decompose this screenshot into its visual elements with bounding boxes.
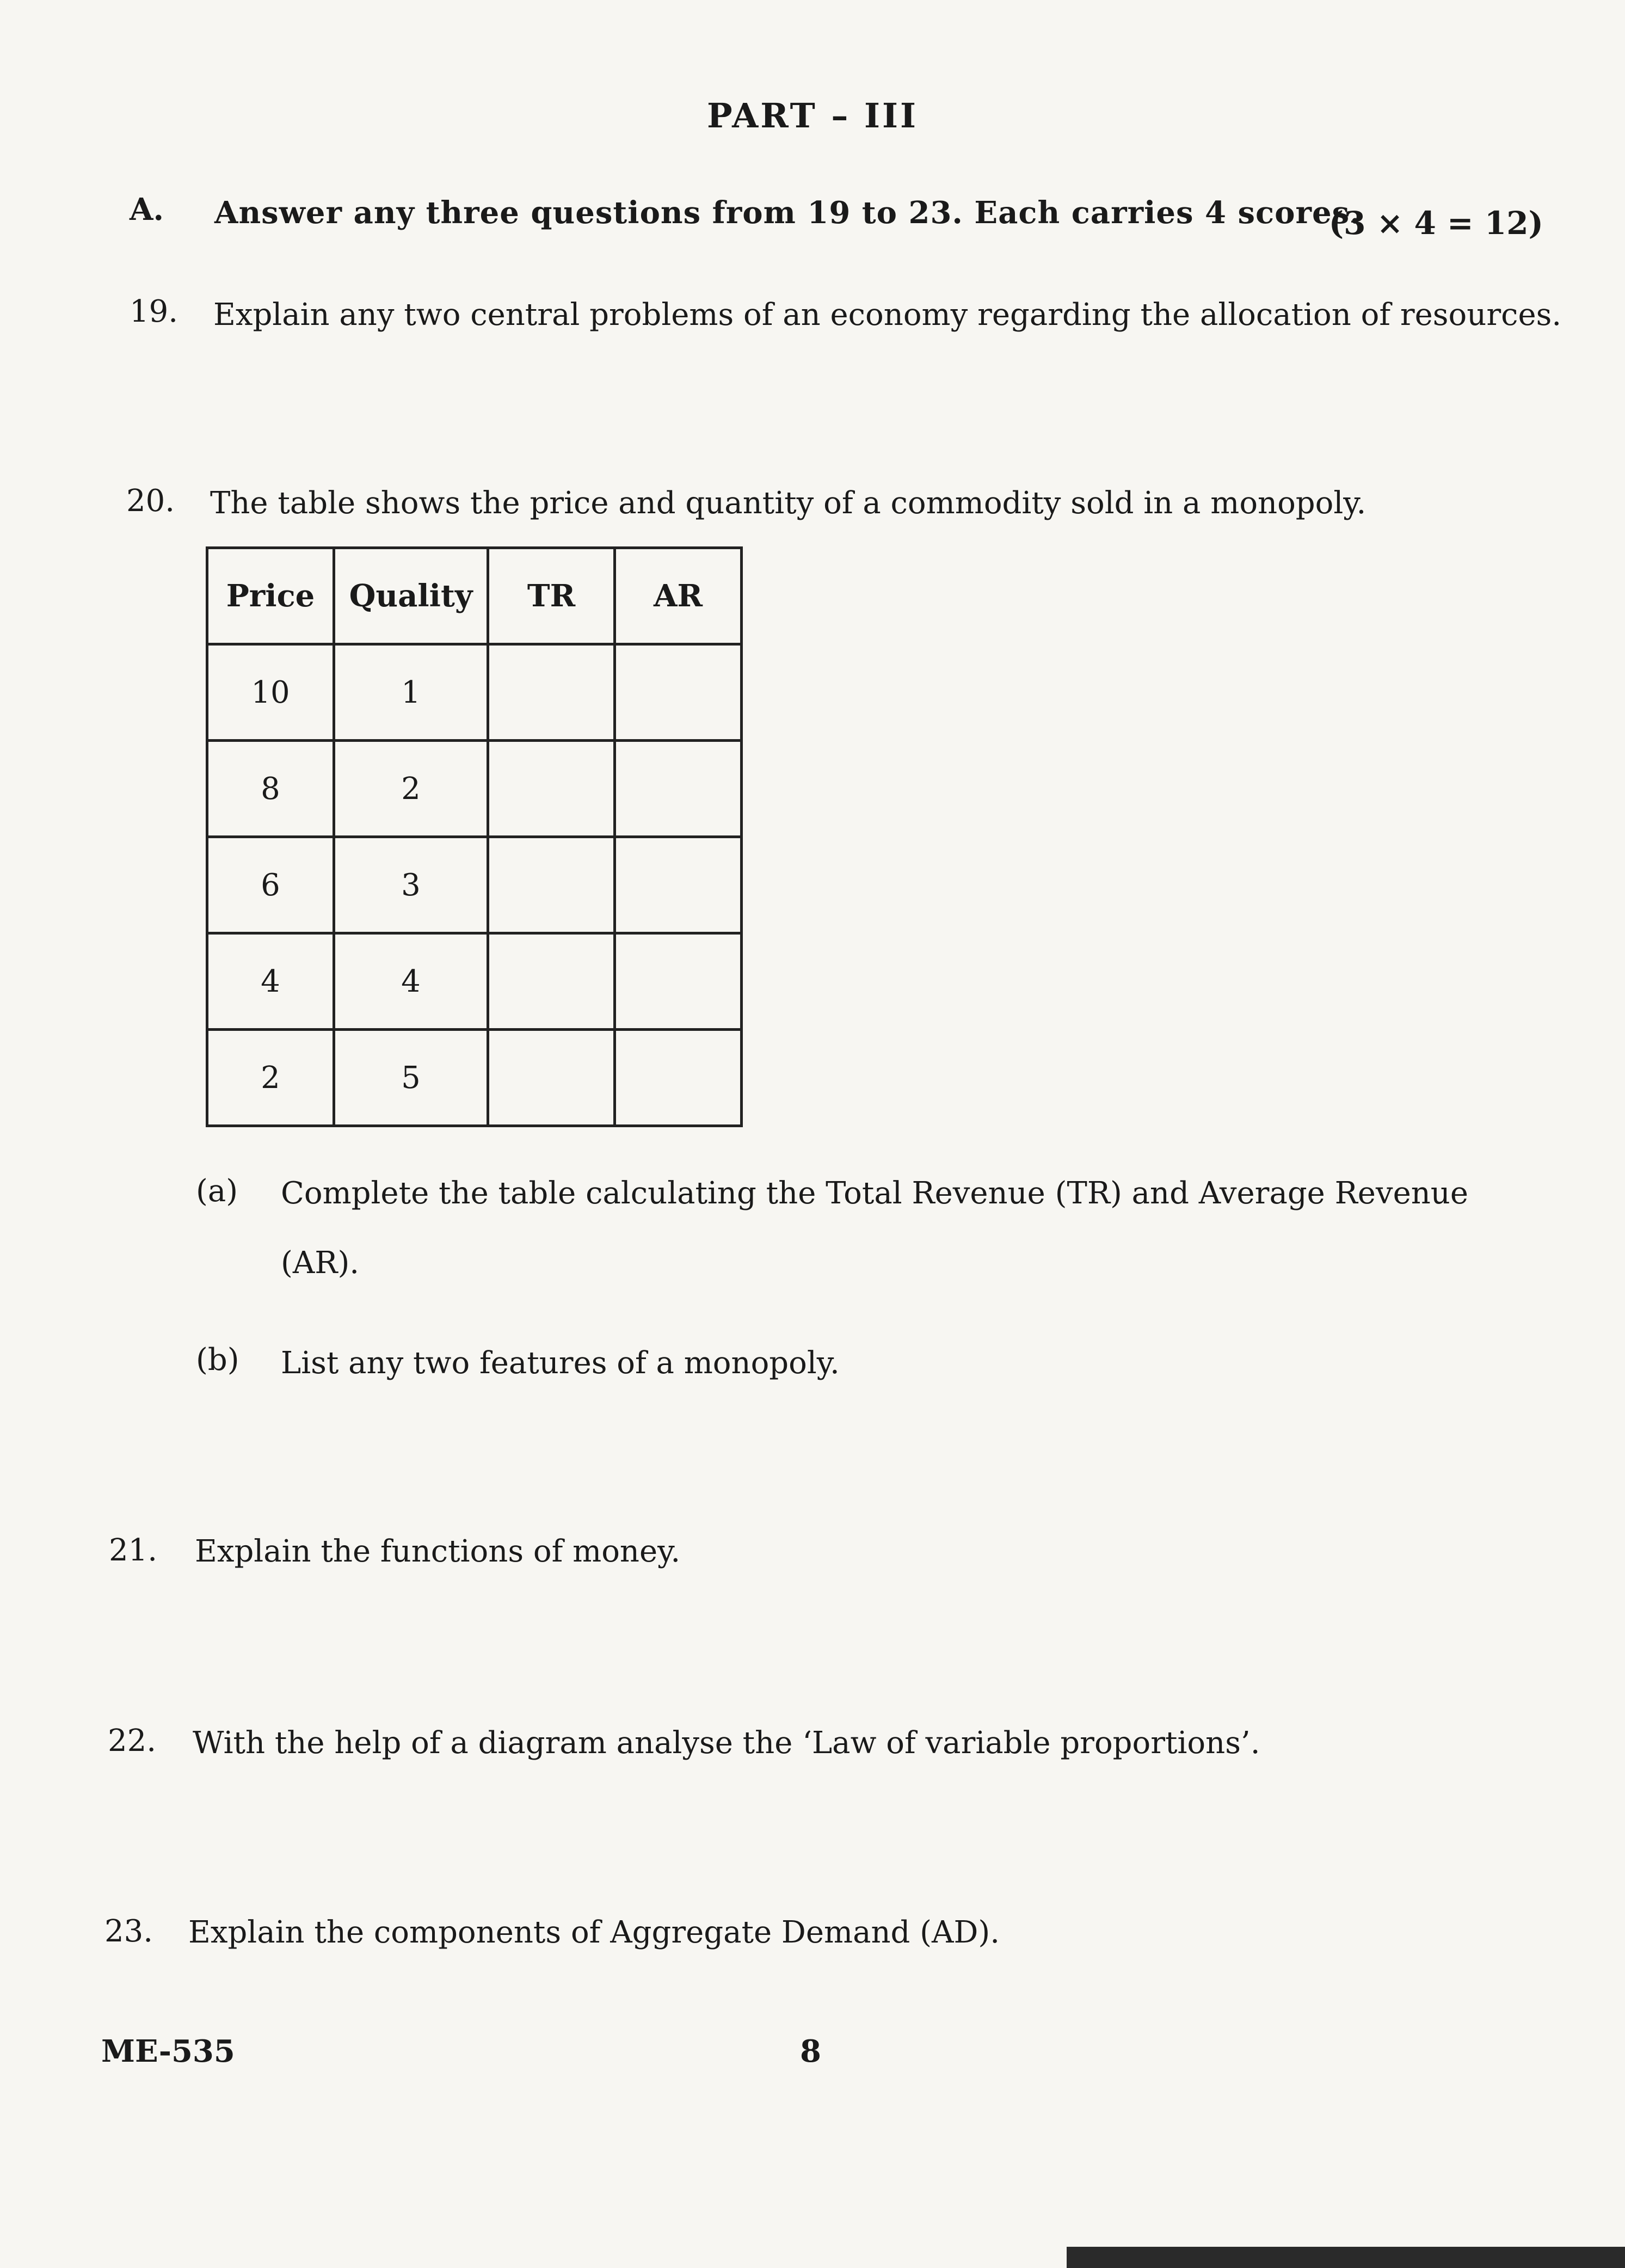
table-cell-quantity: 3 xyxy=(334,837,488,933)
table-cell-price: 6 xyxy=(207,837,334,933)
table-header-row xyxy=(207,548,742,644)
table-cell-price: 4 xyxy=(207,933,334,1030)
table-cell-quantity: 2 xyxy=(334,741,488,837)
table-cell-tr xyxy=(488,644,615,741)
section-instruction: Answer any three questions from 19 to 23. Each carries 4 scores. xyxy=(214,195,1361,231)
table-cell-price: 8 xyxy=(207,741,334,837)
question-23-text: Explain the components of Aggregate Demand (AD). xyxy=(188,1915,1000,1950)
section-letter: A. xyxy=(130,192,164,228)
table-cell-tr xyxy=(488,837,615,933)
table-row xyxy=(207,1030,742,1126)
part-title: PART – III xyxy=(707,96,918,136)
subquestion-a-text: Complete the table calculating the Total Revenue (TR) and Average Revenue xyxy=(281,1176,1468,1211)
table-header-price: Price xyxy=(207,548,334,644)
section-marks: (3 × 4 = 12) xyxy=(1328,205,1543,242)
table-cell-ar xyxy=(615,1030,742,1126)
table-header-quality: Quality xyxy=(334,548,488,644)
table-cell-price: 2 xyxy=(207,1030,334,1126)
table-cell-ar xyxy=(615,644,742,741)
table-cell-ar xyxy=(615,837,742,933)
question-23-number: 23. xyxy=(104,1914,153,1949)
table-cell-ar xyxy=(615,741,742,837)
subquestion-b-text: List any two features of a monopoly. xyxy=(281,1345,840,1381)
table-cell-quantity: 1 xyxy=(334,644,488,741)
question-21-text: Explain the functions of money. xyxy=(195,1534,681,1569)
subquestion-a-label: (a) xyxy=(196,1173,238,1209)
scan-edge-shadow xyxy=(1067,2247,1625,2268)
subquestion-b-label: (b) xyxy=(196,1342,239,1378)
question-19-number: 19. xyxy=(130,294,178,329)
table-header-ar: AR xyxy=(615,548,742,644)
table-row xyxy=(207,837,742,933)
question-22-number: 22. xyxy=(108,1723,157,1759)
price-quantity-table xyxy=(206,546,743,1127)
paper-code: ME-535 xyxy=(101,2033,235,2069)
table-cell-quantity: 4 xyxy=(334,933,488,1030)
table-cell-tr xyxy=(488,933,615,1030)
question-21-number: 21. xyxy=(109,1533,158,1568)
table-header-tr: TR xyxy=(488,548,615,644)
page-number: 8 xyxy=(800,2033,821,2069)
question-20-number: 20. xyxy=(126,483,175,519)
question-22-text: With the help of a diagram analyse the ‘Law of variable proportions’. xyxy=(193,1725,1260,1761)
table-row xyxy=(207,933,742,1030)
table-row xyxy=(207,741,742,837)
table-row xyxy=(207,644,742,741)
question-20-text: The table shows the price and quantity of a commodity sold in a monopoly. xyxy=(210,485,1367,521)
table-cell-quantity: 5 xyxy=(334,1030,488,1126)
table-cell-price: 10 xyxy=(207,644,334,741)
table-cell-tr xyxy=(488,1030,615,1126)
table-cell-ar xyxy=(615,933,742,1030)
table-cell-tr xyxy=(488,741,615,837)
question-19-text: Explain any two central problems of an economy regarding the allocation of resources. xyxy=(213,297,1562,333)
subquestion-a-text-continued: (AR). xyxy=(281,1245,360,1281)
